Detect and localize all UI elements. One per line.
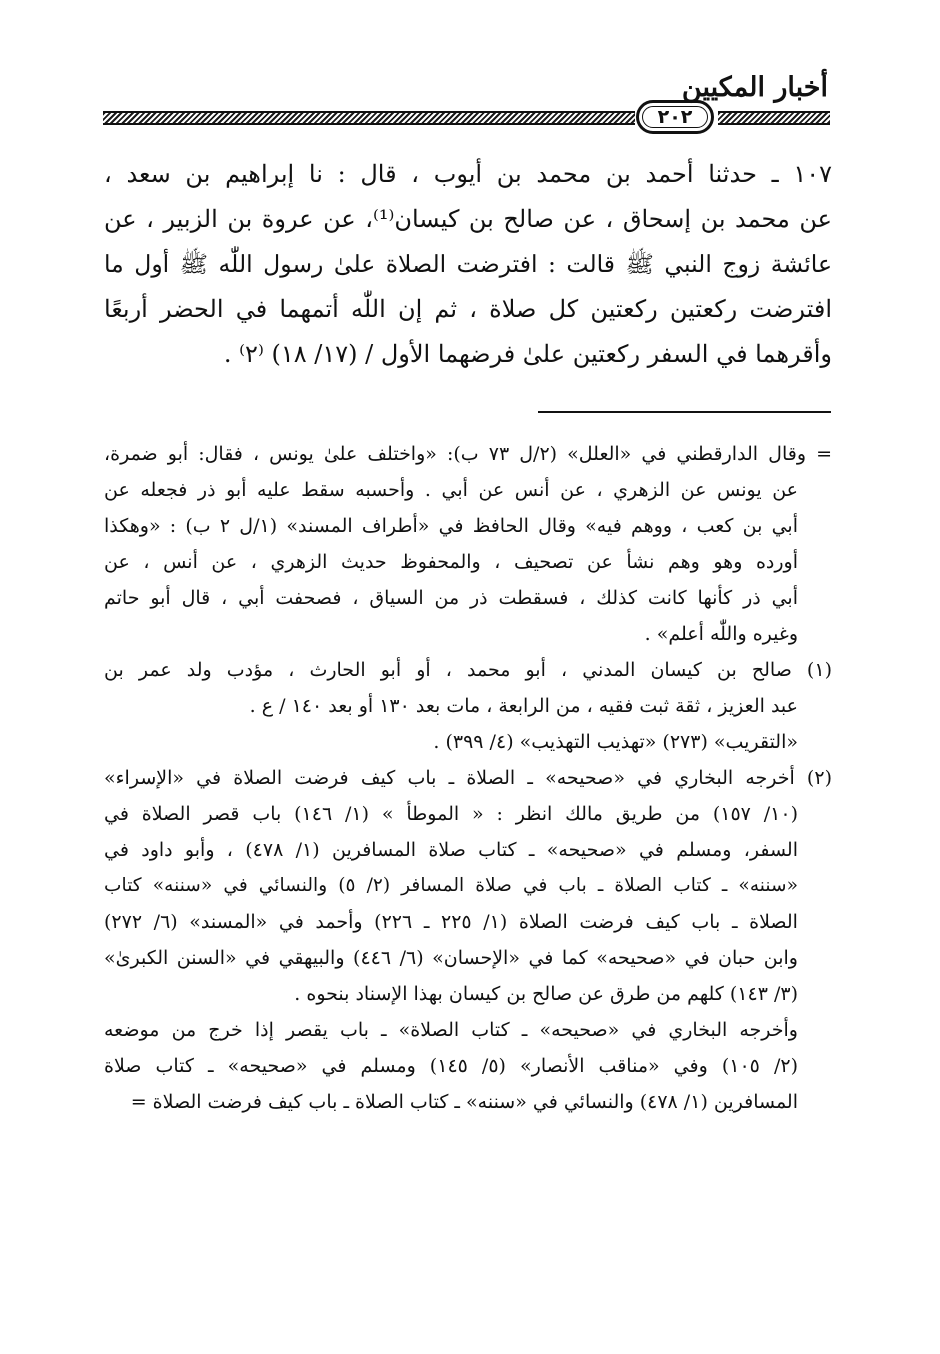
footnote-line: (١٠/ ١٥٧) من طريق مالك انظر : « الموطأ » (١/ ١٤٦) باب قصر الصلاة في [104,803,798,825]
hadith-line: عائشة زوج النبي ﷺ قالت : افترضت الصلاة علىٰ رسول اللّٰه ﷺ أول ما [104,250,832,278]
hadith-line: وأقرهما في السفر ركعتين علىٰ فرضهما الأول / (١٧/ ١٨) ⁽٢⁾ . [223,340,832,368]
footnote-line: وابن حبان في «صحيحه» كما في «الإحسان» (٦/ ٤٤٦) والبيهقي في «السنن الكبرىٰ» [104,947,798,969]
hadith-line: عن محمد بن إسحاق ، عن صالح بن كيسان⁽¹⁾، عن عروة بن الزبير ، عن [104,205,832,233]
footnote-line: (٣/ ١٤٣) كلهم من طرق عن صالح بن كيسان بهذا الإسناد بنحوه . [294,983,798,1005]
footnote-2 [104,760,832,1012]
footnote-1 [104,652,832,760]
footnote-line: وغيره واللّٰه أعلم» . [644,623,798,645]
footnotes [104,436,832,1120]
footnote-line: «التقريب» (٢٧٣) «تهذيب التهذيب» (٤/ ٣٩٩) . [433,731,798,753]
footnote-line: أبي ذر كأنها كانت كذلك ، فسقطت ذر من السياق ، فصحفت أبي ، قال أبو حاتم [104,587,798,609]
footnote-line: «سننه» ـ كتاب الصلاة ـ باب في صلاة المسافر (٢/ ٥) والنسائي في «سننه» كتاب [104,875,799,896]
footnote-line: المسافرين (١/ ٤٧٨) والنسائي في «سننه» ـ كتاب الصلاة ـ باب كيف فرضت الصلاة = [130,1091,798,1113]
hadith-line: افترضت ركعتين ركعتين كل صلاة ، ثم إن اللّٰه أتمهما في الحضر أربعًا [104,295,832,323]
running-title: أخبار المكيين [681,72,828,103]
footnote-separator [538,411,831,413]
footnote-line: أورده وهو وهم نشأ عن تصحيف ، والمحفوظ حديث الزهري ، عن أنس ، عن [104,551,798,573]
hadith-line: ١٠٧ ـ حدثنا أحمد بن محمد بن أيوب ، قال : نا إبراهيم بن سعد ، [104,160,832,188]
footnote-line: = وقال الدارقطني في «العلل» (٢/ل ٧٣ ب): «واختلف علىٰ يونس ، فقال: أبو ضمرة، [104,443,832,465]
footnote-line: الصلاة ـ باب كيف فرضت الصلاة (١/ ٢٢٥ ـ ٢٢٦) وأحمد في «المسند» (٦/ ٢٧٢) [104,911,798,933]
footnote-line: (١) صالح بن كيسان المدني ، أبو محمد ، أو أبو الحارث ، مؤدب ولد عمر بن [104,659,832,681]
footnote-line: عبد العزيز ، ثقة ثبت فقيه ، من الرابعة ، مات بعد ١٣٠ أو بعد ١٤٠ / ع . [249,695,798,717]
footnote-line: عن يونس عن الزهري ، عن أنس عن أبي . وأحسبه سقط عليه أبو ذر فجعله عن [104,479,798,501]
hadith-text [104,152,832,377]
footnote-line: أبي بن كعب ، ووهم فيه» وقال الحافظ في «أطراف المسند» (١/ل ٢ ب) : «وهكذا [104,515,798,537]
header-rule-left [103,111,635,125]
footnote-line: السفر، ومسلم في «صحيحه» ـ كتاب صلاة المسافرين (١/ ٤٧٨) ، وأبو داود في [104,839,798,861]
footnote-line: (٢) أخرجه البخاري في «صحيحه» ـ الصلاة ـ باب كيف فرضت الصلاة في «الإسراء» [104,767,832,789]
page-number-badge [636,100,714,134]
footnote-continuation [104,436,832,652]
footnote-2-continued [104,1012,832,1120]
footnote-line: (٢/ ١٠٥) وفي «مناقب الأنصار» (٥/ ١٤٥) ومسلم في «صحيحه» ـ كتاب صلاة [104,1055,798,1077]
header-rule-right [718,111,830,125]
page-number: ٢٠٢ [657,106,693,128]
footnote-line: وأخرجه البخاري في «صحيحه» ـ كتاب الصلاة» ـ باب يقصر إذا خرج من موضعه [104,1019,798,1041]
